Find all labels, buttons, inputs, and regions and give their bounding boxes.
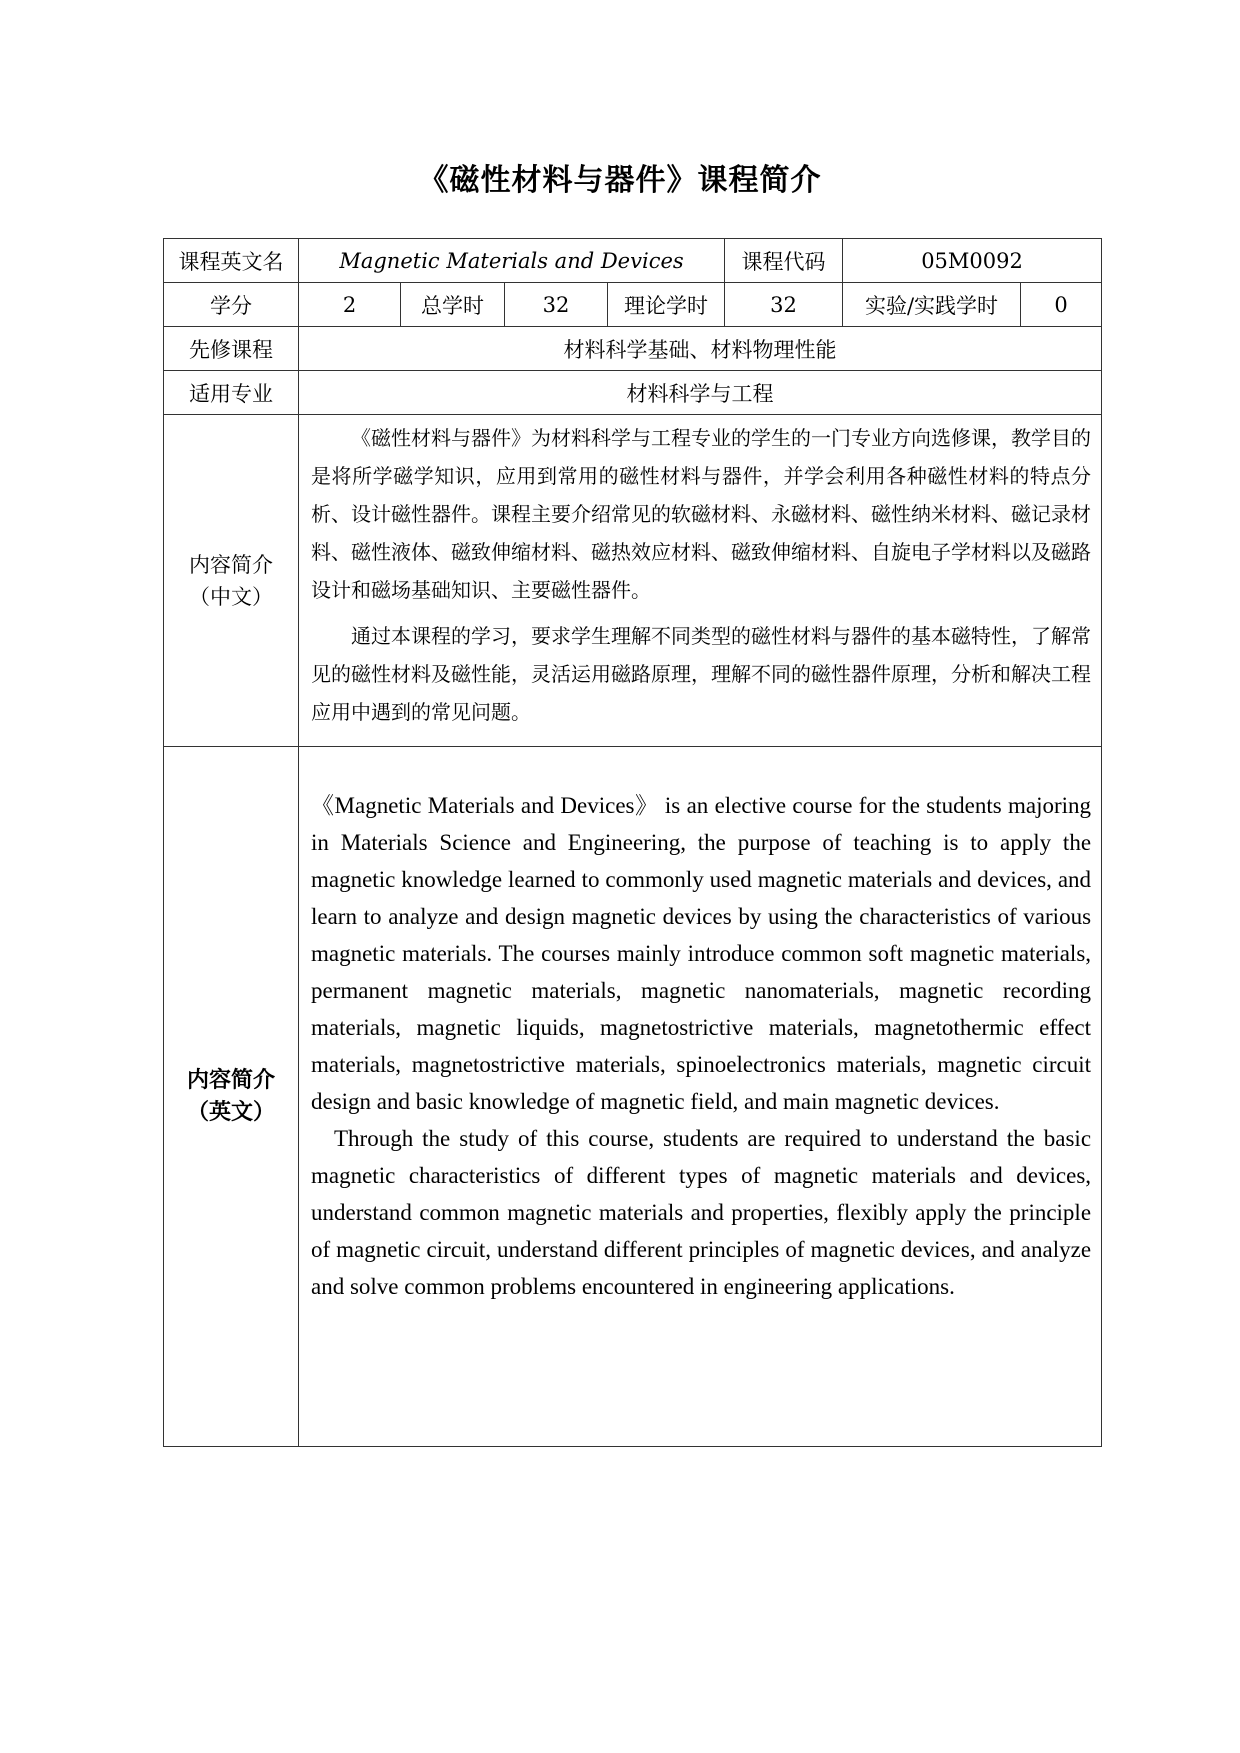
total-hours-value: 32 <box>505 283 608 327</box>
table-row <box>164 747 1102 1447</box>
major-value: 材料科学与工程 <box>299 371 1102 415</box>
table-row <box>164 283 1102 327</box>
theory-hours-value: 32 <box>725 283 843 327</box>
label-summary-cn <box>164 415 299 747</box>
table-row <box>164 327 1102 371</box>
label-summary-en-line1: 内容简介 <box>186 1067 275 1093</box>
label-course-code: 课程代码 <box>725 239 843 283</box>
label-credit: 学分 <box>164 283 299 327</box>
label-summary-en <box>164 747 299 1447</box>
summary-cn-paragraph: 通过本课程的学习，要求学生理解不同类型的磁性材料与器件的基本磁特性，了解常见的磁性材料及磁性能，灵活运用磁路原理，理解不同的磁性器件原理，分析和解决工程应用中遇到的常见问题。 <box>311 624 1092 724</box>
summary-en-paragraph: Through the study of this course, students are required to understand the basic magnetic characteristics of different types of magnetic materials and devices, understand common magnetic materials and properties, flexibly apply the principle of magnetic circuit, understand different principles of magnetic devices, and analyze and solve common problems encountered in engineering applications. <box>311 1126 1092 1299</box>
label-summary-cn-line1: 内容简介 <box>189 552 273 577</box>
summary-cn-paragraph: 《磁性材料与器件》为材料科学与工程专业的学生的一门专业方向选修课，教学目的是将所学磁学知识，应用到常用的磁性材料与器件，并学会利用各种磁性材料的特点分析、设计磁性器件。课程主要介绍常见的软磁材料、永磁材料、磁性纳米材料、磁记录材料、磁性液体、磁致伸缩材料、磁热效应材料、磁致伸缩材料、自旋电子学材料以及磁路设计和磁场基础知识、主要磁性器件。 <box>311 426 1092 602</box>
label-practice-hours: 实验/实践学时 <box>843 283 1021 327</box>
label-theory-hours: 理论学时 <box>608 283 725 327</box>
label-english-name: 课程英文名 <box>164 239 299 283</box>
course-code: 05M0092 <box>843 239 1102 283</box>
label-total-hours: 总学时 <box>401 283 505 327</box>
credit-value: 2 <box>299 283 401 327</box>
table-row <box>164 239 1102 283</box>
label-summary-cn-line2: （中文） <box>189 584 273 609</box>
label-prerequisite: 先修课程 <box>164 327 299 371</box>
summary-cn <box>299 415 1102 747</box>
course-english-name: Magnetic Materials and Devices <box>299 239 725 283</box>
prerequisite-value: 材料科学基础、材料物理性能 <box>299 327 1102 371</box>
summary-en-paragraph: 《Magnetic Materials and Devices》 is an elective course for the students majoring in Materials Science and Engineering, the purpose of teaching is to apply the magnetic knowledge learned to commonly used magnetic materials and devices, and learn to analyze and design magnetic devices by using the characteristics of various magnetic materials. The courses mainly introduce common soft magnetic materials, permanent magnetic materials, magnetic nanomaterials, magnetic recording materials, magnetic liquids, magnetostrictive materials, magnetothermic effect materials, magnetostrictive materials, spinoelectronics materials, magnetic circuit design and basic knowledge of magnetic field, and main magnetic devices. <box>311 793 1092 1114</box>
label-summary-en-line2: （英文） <box>186 1099 275 1125</box>
practice-hours-value: 0 <box>1021 283 1102 327</box>
course-info-table <box>163 238 1102 1447</box>
table-row <box>164 371 1102 415</box>
page-title: 《磁性材料与器件》课程简介 <box>418 163 822 198</box>
label-major: 适用专业 <box>164 371 299 415</box>
summary-en <box>299 747 1102 1447</box>
table-row <box>164 415 1102 747</box>
